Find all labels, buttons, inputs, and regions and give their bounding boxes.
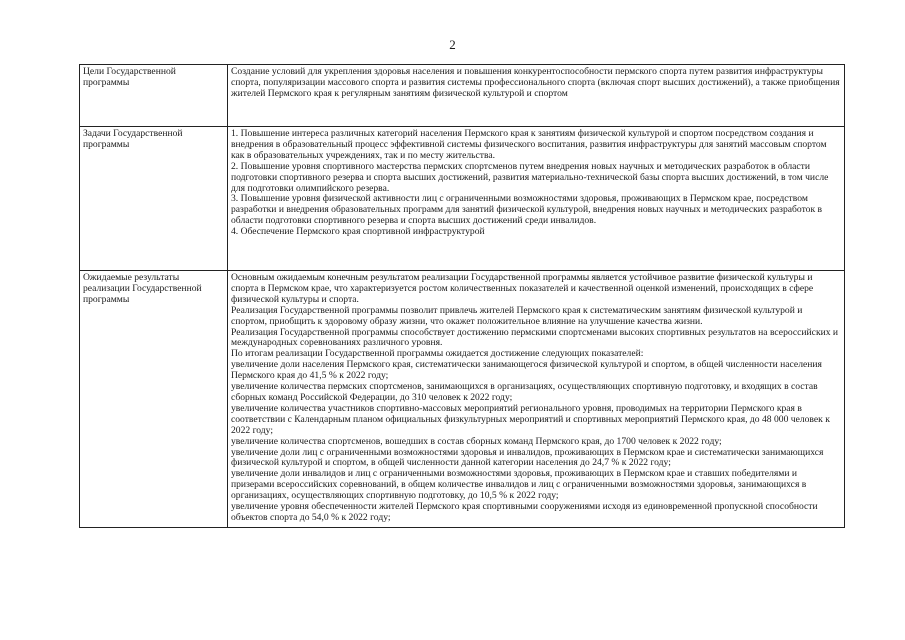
task-item: 3. Повышение уровня физической активности лиц с ограниченными возможностями здоровья, проживающих в Пермском крае, посредством разработки и внедрения образовательных программ для занятий физической культурой, внедрения новых научных и методических разработок в области подготовки спортивного резерва и спорта высших достижений среди инвалидов. bbox=[231, 193, 823, 227]
indicator-item: увеличение количества спортсменов, вошедших в состав сборных команд Пермского края, до 1700 человек к 2022 году; bbox=[231, 435, 722, 447]
indicator-item: увеличение доли инвалидов и лиц с ограниченными возможностями здоровья, проживающих в Пермском крае и ставших победителями и призерами всероссийских соревнований, в общем количестве инвалидов и лиц с ограниченными возможностями здоровья, занимающихся в организациях, осуществляющих спортивную подготовку, до 10,5 % к 2022 году; bbox=[231, 468, 807, 502]
result-paragraph: Основным ожидаемым конечным результатом реализации Государственной программы является устойчивое развитие физической культуры и спорта в Пермском крае, что характеризуется ростом количественных показателей и качественной оценкой изменений, происходящих в сфере физической культуры и спорта. bbox=[231, 272, 814, 305]
row-content-goals bbox=[228, 65, 845, 127]
row-content-tasks bbox=[228, 127, 845, 271]
indicator-item: увеличение доли населения Пермского края, систематически занимающегося физической культурой и спортом, в общей численности населения Пермского края до 41,5 % к 2022 году; bbox=[231, 359, 822, 382]
row-label-goals: Цели Государственной программы bbox=[80, 65, 228, 127]
row-content-results bbox=[228, 271, 845, 528]
result-paragraph: Реализация Государственной программы способствует достижению пермскими спортсменами высоких спортивных результатов на всероссийских и международных соревнованиях различного уровня. bbox=[231, 326, 839, 349]
row-label-tasks: Задачи Государственной программы bbox=[80, 127, 228, 271]
result-paragraph: По итогам реализации Государственной программы ожидается достижение следующих показателей: bbox=[231, 348, 644, 360]
program-passport-table bbox=[79, 64, 845, 528]
task-item: 4. Обеспечение Пермского края спортивной инфраструктурой bbox=[231, 226, 485, 238]
indicator-item: увеличение количества пермских спортсменов, занимающихся в организациях, осуществляющих спортивную подготовку, и входящих в состав сборных команд Российской Федерации, до 310 человек к 2022 году; bbox=[231, 381, 818, 403]
task-item: 2. Повышение уровня спортивного мастерства пермских спортсменов путем внедрения новых научных и методических разработок в области подготовки спортивного резерва и спорта высших достижений, развития материально-технической базы спорта высших достижений, в том числе для подготовки олимпийского резерва. bbox=[231, 160, 829, 194]
row-label-results: Ожидаемые результаты реализации Государственной программы bbox=[80, 271, 228, 528]
page-number: 2 bbox=[449, 37, 456, 52]
paragraph: Создание условий для укрепления здоровья населения и повышения конкурентоспособности пермского спорта путем развития инфраструктуры спорта, популяризации массового спорта и развития системы профессионального спорта (включая спорт высших достижений), а также приобщения жителей Пермского края к регулярным занятиям физической культурой и спортом bbox=[231, 66, 840, 99]
indicator-item: увеличение доли лиц с ограниченными возможностями здоровья и инвалидов, проживающих в Пермском крае и систематически занимающихся физической культурой и спортом, в общей численности данной категории населения до 24,7 % к 2022 году; bbox=[231, 446, 824, 469]
indicator-item: увеличение количества участников спортивно-массовых мероприятий регионального уровня, проводимых на территории Пермского края в соответствии с Календарным планом официальных физкультурных мероприятий и спортивных мероприятий Пермского края, до 48 000 человек к 2022 году; bbox=[231, 402, 830, 436]
table-row-goals bbox=[80, 65, 845, 127]
result-paragraph: Реализация Государственной программы позволит привлечь жителей Пермского края к систематическим занятиям физической культурой и спортом, приобщить к здоровому образу жизни, что окажет положительное влияние на улучшение качества жизни. bbox=[231, 304, 803, 327]
table-row-tasks bbox=[80, 127, 845, 271]
task-item: 1. Повышение интереса различных категорий населения Пермского края к занятиям физической культурой и спортом посредством создания и внедрения в образовательный процесс эффективной системы физического воспитания, развития инфраструктуры для занятий массовым спортом как в образовательных учреждениях, так и по месту жительства. bbox=[231, 128, 827, 161]
indicator-item: увеличение уровня обеспеченности жителей Пермского края спортивными сооружениями исходя из единовременной пропускной способности объектов спорта до 54,0 % к 2022 году; bbox=[231, 501, 818, 523]
table-row-results bbox=[80, 271, 845, 528]
